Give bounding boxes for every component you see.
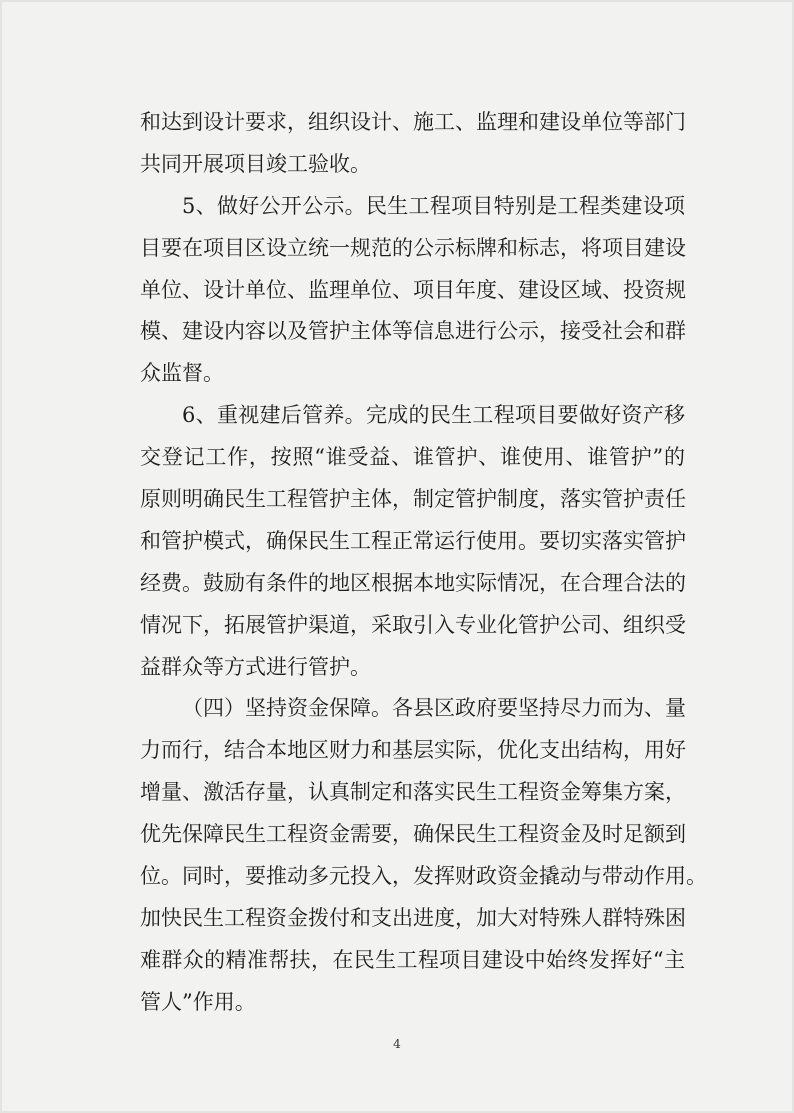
text-line: 益群众等方式进行管护。 [140,654,371,679]
page-number: 4 [393,1037,401,1051]
text-line: 经费。鼓励有条件的地区根据本地实际情况，在合理合法的 [140,570,686,595]
text-line: 优先保障民生工程资金需要，确保民生工程资金及时足额到 [140,822,686,847]
text-line: 增量、激活存量，认真制定和落实民生工程资金筹集方案， [140,780,686,805]
text-line: 情况下，拓展管护渠道，采取引入专业化管护公司、组织受 [140,612,686,637]
text-line: 难群众的精准帮扶，在民生工程项目建设中始终发挥好“主 [140,947,685,972]
text-line: 管人”作用。 [140,989,256,1014]
text-line: 共同开展项目竣工验收。 [140,151,371,176]
text-line: 5、做好公开公示。民生工程项目特别是工程类建设项 [182,193,685,218]
text-line: 加快民生工程资金拨付和支出进度，加大对特殊人群特殊困 [140,905,686,930]
text-line: （四）坚持资金保障。各县区政府要坚持尽力而为、量 [182,696,686,721]
text-line: 6、重视建后管养。完成的民生工程项目要做好资产移 [182,403,685,428]
text-line: 模、建设内容以及管护主体等信息进行公示，接受社会和群 [140,319,686,344]
text-line: 单位、设计单位、监理单位、项目年度、建设区域、投资规 [140,277,686,302]
text-line: 目要在项目区设立统一规范的公示标牌和标志，将项目建设 [140,235,686,260]
text-line: 交登记工作，按照“谁受益、谁管护、谁使用、谁管护”的 [140,445,685,470]
text-line: 位。同时，要推动多元投入，发挥财政资金撬动与带动作用。 [140,864,707,889]
text-line: 力而行，结合本地区财力和基层实际，优化支出结构，用好 [140,738,686,763]
body-text [140,102,707,1024]
text-line: 众监督。 [140,361,224,386]
text-line: 和管护模式，确保民生工程正常运行使用。要切实落实管护 [140,528,686,553]
text-line: 和达到设计要求，组织设计、施工、监理和建设单位等部门 [140,110,686,134]
text-line: 原则明确民生工程管护主体，制定管护制度，落实管护责任 [140,487,686,512]
